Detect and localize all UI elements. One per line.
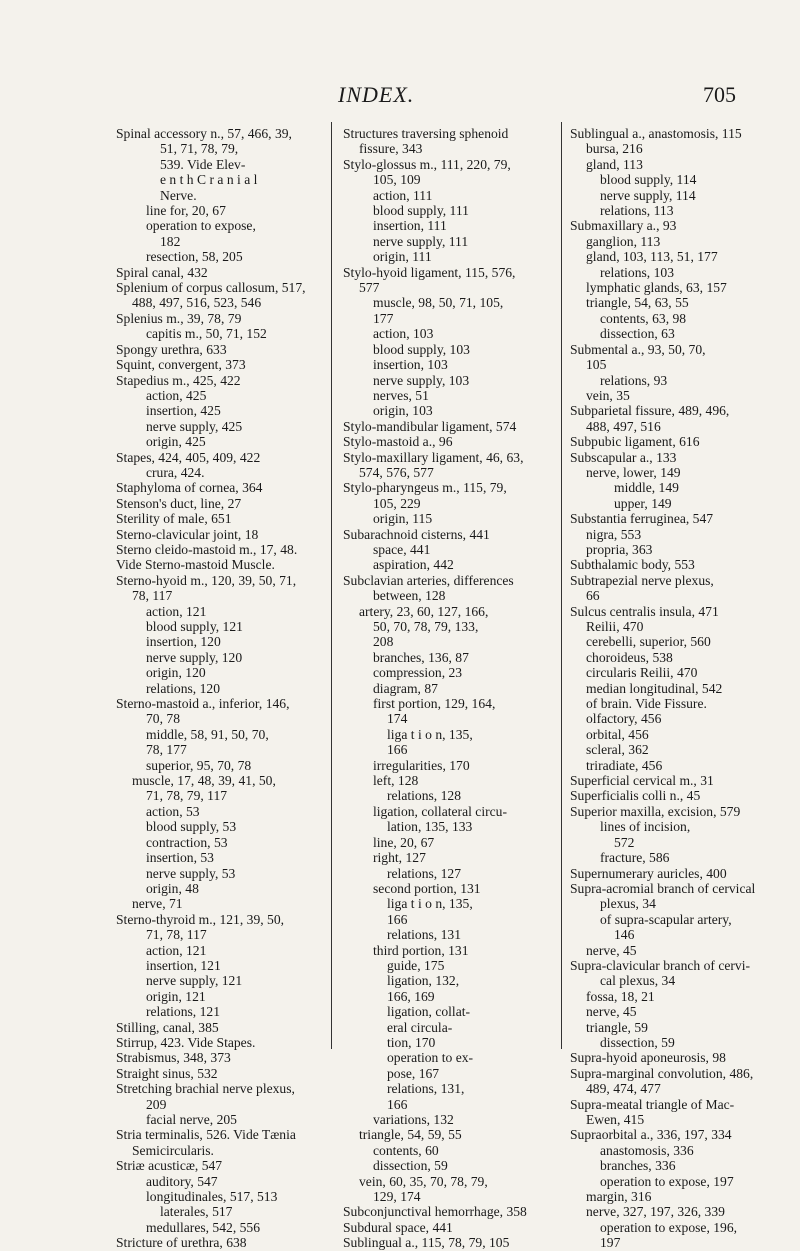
index-line: Stretching brachial nerve plexus, [116, 1081, 295, 1097]
index-line: Stirrup, 423. Vide Stapes. [116, 1034, 256, 1050]
index-line: blood supply, 53 [146, 819, 237, 835]
index-line: 166 [387, 742, 408, 758]
index-line: capitis m., 50, 71, 152 [146, 326, 267, 342]
index-line: Sterno-hyoid m., 120, 39, 50, 71, [116, 572, 297, 588]
index-line: choroideus, 538 [586, 649, 673, 665]
index-line: 70, 78 [146, 711, 180, 727]
index-line: origin, 115 [373, 511, 433, 527]
index-line: Ewen, 415 [586, 1112, 645, 1127]
index-line: Supernumerary auricles, 400 [570, 865, 727, 881]
index-line: ganglion, 113 [586, 233, 661, 249]
index-line: Sterno-clavicular joint, 18 [116, 526, 259, 542]
index-line: origin, 121 [146, 988, 206, 1004]
index-line: dissection, 59 [373, 1158, 448, 1174]
index-line: 197 [600, 1235, 621, 1251]
index-line: pose, 167 [387, 1065, 440, 1081]
index-line: dissection, 63 [600, 326, 675, 342]
index-line: bursa, 216 [586, 141, 643, 157]
index-line: 105 [586, 357, 607, 373]
index-line: Spongy urethra, 633 [116, 341, 227, 357]
index-line: contents, 63, 98 [600, 310, 687, 326]
index-line: vein, 60, 35, 70, 78, 79, [359, 1173, 488, 1189]
index-line: relations, 128 [387, 788, 461, 804]
index-line: triangle, 59 [586, 1019, 648, 1035]
index-line: Straight sinus, 532 [116, 1065, 218, 1081]
index-line: action, 111 [373, 187, 433, 203]
index-line: Subconjunctival hemorrhage, 358 [343, 1204, 527, 1220]
index-line: insertion, 103 [373, 357, 448, 373]
index-line: origin, 120 [146, 665, 206, 681]
index-line: 209 [146, 1096, 167, 1112]
index-line: olfactory, 456 [586, 711, 662, 727]
index-line: Stenson's duct, line, 27 [116, 495, 242, 511]
index-line: of brain. Vide Fissure. [586, 696, 707, 712]
index-line: Squint, convergent, 373 [116, 357, 246, 373]
index-line: origin, 103 [373, 403, 433, 419]
index-line: right, 127 [373, 850, 426, 866]
index-line: left, 128 [373, 773, 419, 789]
index-line: circularis Reilii, 470 [586, 665, 698, 681]
index-line: lines of incision, [600, 819, 691, 835]
index-line: Subclavian arteries, differences [343, 572, 514, 588]
index-line: eral circula- [387, 1019, 453, 1035]
index-line: gland, 113 [586, 156, 643, 172]
index-line: Supra-meatal triangle of Mac- [570, 1096, 735, 1112]
index-line: middle, 149 [614, 480, 679, 496]
index-line: second portion, 131 [373, 880, 481, 896]
index-line: muscle, 98, 50, 71, 105, [373, 295, 504, 311]
index-line: Subpubic ligament, 616 [570, 434, 700, 450]
index-line: operation to expose, 197 [600, 1173, 734, 1189]
index-line: insertion, 120 [146, 634, 221, 650]
page-number: 705 [703, 82, 736, 107]
index-line: Splenius m., 39, 78, 79 [116, 310, 242, 326]
index-line: muscle, 17, 48, 39, 41, 50, [132, 773, 276, 789]
index-line: guide, 175 [387, 957, 445, 973]
index-line: Supra-hyoid aponeurosis, 98 [570, 1050, 726, 1066]
index-line: Stylo-glossus m., 111, 220, 79, [343, 156, 511, 172]
index-line: Supra-marginal convolution, 486, [570, 1065, 754, 1081]
index-line: insertion, 121 [146, 957, 221, 973]
index-line: lymphatic glands, 63, 157 [586, 280, 727, 296]
index-line: Substantia ferruginea, 547 [570, 511, 714, 527]
index-line: Stylo-pharyngeus m., 115, 79, [343, 480, 507, 496]
index-line: Subarachnoid cisterns, 441 [343, 526, 490, 542]
index-line: of supra-scapular artery, [600, 911, 732, 927]
index-line: medullares, 542, 556 [146, 1219, 261, 1235]
index-line: nerve, 45 [586, 1004, 637, 1020]
index-line: scleral, 362 [586, 742, 649, 758]
index-line: compression, 23 [373, 665, 463, 681]
index-line: auditory, 547 [146, 1173, 218, 1189]
index-line: liga t i o n, 135, [387, 726, 473, 742]
index-line: variations, 132 [373, 1112, 454, 1127]
index-column-1 [116, 126, 309, 1251]
index-line: contents, 60 [373, 1142, 439, 1158]
index-line: Supra-acromial branch of cervical [570, 880, 756, 896]
index-line: fracture, 586 [600, 850, 670, 866]
index-line: nerves, 51 [373, 387, 429, 403]
index-line: Semicircularis. [132, 1142, 214, 1158]
index-line: nerve supply, 121 [146, 973, 243, 989]
index-line: 488, 497, 516, 523, 546 [132, 295, 262, 311]
index-line: Sterno-thyroid m., 121, 39, 50, [116, 911, 285, 927]
index-line: Superficialis colli n., 45 [570, 788, 701, 804]
index-line: insertion, 53 [146, 850, 214, 866]
index-line: margin, 316 [586, 1189, 652, 1205]
index-line: Sublingual a., anastomosis, 115 [570, 126, 742, 141]
index-line: Vide Sterno-mastoid Muscle. [116, 557, 275, 573]
index-line: anastomosis, 336 [600, 1142, 694, 1158]
index-line: origin, 425 [146, 434, 206, 450]
index-line: space, 441 [373, 541, 431, 557]
index-line: gland, 103, 113, 51, 177 [586, 249, 718, 265]
index-line: triradiate, 456 [586, 757, 663, 773]
index-line: origin, 48 [146, 880, 199, 896]
index-line: crura, 424. [146, 464, 205, 480]
index-line: 182 [160, 233, 181, 249]
index-line: branches, 136, 87 [373, 649, 469, 665]
index-line: 146 [614, 927, 635, 943]
index-line: facial nerve, 205 [146, 1112, 237, 1127]
index-line: orbital, 456 [586, 726, 649, 742]
index-line: nerve supply, 120 [146, 649, 243, 665]
index-line: Stricture of urethra, 638 [116, 1235, 247, 1251]
index-line: Superior maxilla, excision, 579 [570, 803, 741, 819]
index-line: Stylo-maxillary ligament, 46, 63, [343, 449, 524, 465]
index-line: Sterility of male, 651 [116, 511, 232, 527]
index-line: artery, 23, 60, 127, 166, [359, 603, 489, 619]
index-line: cal plexus, 34 [600, 973, 676, 989]
index-line: Subparietal fissure, 489, 496, [570, 403, 730, 419]
index-line: ligation, collateral circu- [373, 803, 507, 819]
index-column-2 [343, 126, 550, 1251]
index-line: ligation, 132, [387, 973, 460, 989]
index-line: ligation, collat- [387, 1004, 471, 1020]
index-line: dissection, 59 [600, 1034, 675, 1050]
index-line: Spinal accessory n., 57, 466, 39, [116, 126, 292, 141]
index-line: Superficial cervical m., 31 [570, 773, 714, 789]
index-line: Subtrapezial nerve plexus, [570, 572, 714, 588]
index-line: triangle, 54, 63, 55 [586, 295, 689, 311]
column-divider [331, 122, 332, 1049]
index-line: 50, 70, 78, 79, 133, [373, 619, 479, 634]
index-line: 489, 474, 477 [586, 1081, 661, 1097]
index-line: nerve, lower, 149 [586, 464, 681, 480]
index-line: nerve, 71 [132, 896, 183, 912]
index-line: action, 425 [146, 387, 207, 403]
index-line: 105, 229 [373, 495, 421, 511]
index-line: 174 [387, 711, 408, 727]
index-line: blood supply, 114 [600, 172, 697, 188]
index-line: insertion, 111 [373, 218, 447, 234]
index-line: Sulcus centralis insula, 471 [570, 603, 719, 619]
index-line: Striæ acusticæ, 547 [116, 1158, 223, 1174]
index-line: laterales, 517 [160, 1204, 233, 1220]
index-line: 129, 174 [373, 1189, 421, 1205]
index-line: diagram, 87 [373, 680, 438, 696]
index-line: nerve supply, 425 [146, 418, 243, 434]
index-line: relations, 93 [600, 372, 668, 388]
index-line: aspiration, 442 [373, 557, 454, 573]
index-line: 574, 576, 577 [359, 464, 434, 480]
index-line: Reilii, 470 [586, 619, 644, 634]
index-line: 208 [373, 634, 394, 650]
index-line: Stylo-mastoid a., 96 [343, 434, 453, 450]
index-line: between, 128 [373, 588, 446, 604]
index-line: relations, 131 [387, 927, 461, 943]
page-header [0, 82, 800, 110]
index-line: Supraorbital a., 336, 197, 334 [570, 1127, 732, 1143]
index-line: operation to expose, [146, 218, 256, 234]
index-line: 66 [586, 588, 600, 604]
index-line: nerve, 327, 197, 326, 339 [586, 1204, 725, 1220]
index-line: nigra, 553 [586, 526, 642, 542]
index-line: third portion, 131 [373, 942, 469, 958]
index-line: Structures traversing sphenoid [343, 126, 509, 141]
index-line: Stylo-mandibular ligament, 574 [343, 418, 517, 434]
index-line: 78, 177 [146, 742, 187, 758]
index-line: Stapedius m., 425, 422 [116, 372, 241, 388]
index-line: Stria terminalis, 526. Vide Tænia [116, 1127, 296, 1143]
index-line: longitudinales, 517, 513 [146, 1189, 278, 1205]
index-line: 166, 169 [387, 988, 435, 1004]
index-line: operation to expose, 196, [600, 1219, 738, 1235]
index-line: Submental a., 93, 50, 70, [570, 341, 706, 357]
index-line: Staphyloma of cornea, 364 [116, 480, 263, 496]
index-line: 488, 497, 516 [586, 418, 661, 434]
index-line: line, 20, 67 [373, 834, 435, 850]
index-line: Subthalamic body, 553 [570, 557, 695, 573]
index-line: 577 [359, 280, 380, 296]
index-line: nerve supply, 114 [600, 187, 696, 203]
index-line: 71, 78, 117 [146, 927, 207, 943]
index-line: action, 121 [146, 603, 207, 619]
index-line: 51, 71, 78, 79, [160, 141, 239, 157]
index-line: superior, 95, 70, 78 [146, 757, 252, 773]
index-line: Stilling, canal, 385 [116, 1019, 219, 1035]
index-column-3 [570, 126, 777, 1251]
index-line: resection, 58, 205 [146, 249, 243, 265]
index-line: contraction, 53 [146, 834, 228, 850]
index-line: liga t i o n, 135, [387, 896, 473, 912]
index-line: 166 [387, 1096, 408, 1112]
column-divider [561, 122, 562, 1049]
index-line: Nerve. [160, 187, 197, 203]
index-line: nerve supply, 53 [146, 865, 236, 881]
index-line: line for, 20, 67 [146, 203, 226, 219]
index-line: Submaxillary a., 93 [570, 218, 677, 234]
index-line: action, 53 [146, 803, 200, 819]
index-line: lation, 135, 133 [387, 819, 473, 835]
index-line: Spiral canal, 432 [116, 264, 208, 280]
index-line: operation to ex- [387, 1050, 474, 1066]
index-line: first portion, 129, 164, [373, 696, 496, 712]
index-line: action, 103 [373, 326, 434, 342]
index-line: blood supply, 111 [373, 203, 469, 219]
index-line: 166 [387, 911, 408, 927]
index-line: plexus, 34 [600, 896, 656, 912]
index-line: triangle, 54, 59, 55 [359, 1127, 462, 1143]
index-line: tion, 170 [387, 1034, 436, 1050]
index-line: Splenium of corpus callosum, 517, [116, 280, 306, 296]
index-line: nerve, 45 [586, 942, 637, 958]
index-line: 71, 78, 79, 117 [146, 788, 228, 804]
index-line: 78, 117 [132, 588, 173, 604]
index-line: Subscapular a., 133 [570, 449, 677, 465]
index-line: origin, 111 [373, 249, 432, 265]
index-line: Sterno cleido-mastoid m., 17, 48. [116, 541, 298, 557]
index-line: nerve supply, 111 [373, 233, 469, 249]
index-line: upper, 149 [614, 495, 672, 511]
index-line: blood supply, 103 [373, 341, 470, 357]
index-line: Stapes, 424, 405, 409, 422 [116, 449, 261, 465]
index-line: relations, 103 [600, 264, 674, 280]
index-line: insertion, 425 [146, 403, 221, 419]
index-line: Sterno-mastoid a., inferior, 146, [116, 696, 290, 712]
page-title: INDEX. [338, 82, 415, 107]
index-line: Supra-clavicular branch of cervi- [570, 957, 751, 973]
index-line: relations, 120 [146, 680, 220, 696]
index-line: 539. Vide Elev- [160, 156, 246, 172]
index-line: fissure, 343 [359, 141, 423, 157]
index-line: nerve supply, 103 [373, 372, 470, 388]
index-line: propria, 363 [586, 541, 653, 557]
index-line: median longitudinal, 542 [586, 680, 723, 696]
index-line: 105, 109 [373, 172, 421, 188]
index-line: relations, 113 [600, 203, 674, 219]
index-line: Strabismus, 348, 373 [116, 1050, 231, 1066]
index-line: cerebelli, superior, 560 [586, 634, 711, 650]
index-line: Stylo-hyoid ligament, 115, 576, [343, 264, 516, 280]
index-line: e n t h C r a n i a l [160, 172, 258, 188]
index-line: blood supply, 121 [146, 619, 243, 634]
index-line: action, 121 [146, 942, 207, 958]
index-line: relations, 121 [146, 1004, 220, 1020]
index-line: fossa, 18, 21 [586, 988, 655, 1004]
index-line: branches, 336 [600, 1158, 676, 1174]
index-line: relations, 131, [387, 1081, 465, 1097]
index-line: irregularities, 170 [373, 757, 470, 773]
index-line: 572 [614, 834, 635, 850]
index-line: Subdural space, 441 [343, 1219, 453, 1235]
index-line: relations, 127 [387, 865, 461, 881]
index-line: Sublingual a., 115, 78, 79, 105 [343, 1235, 510, 1251]
index-line: vein, 35 [586, 387, 630, 403]
index-line: 177 [373, 310, 394, 326]
index-line: middle, 58, 91, 50, 70, [146, 726, 269, 742]
